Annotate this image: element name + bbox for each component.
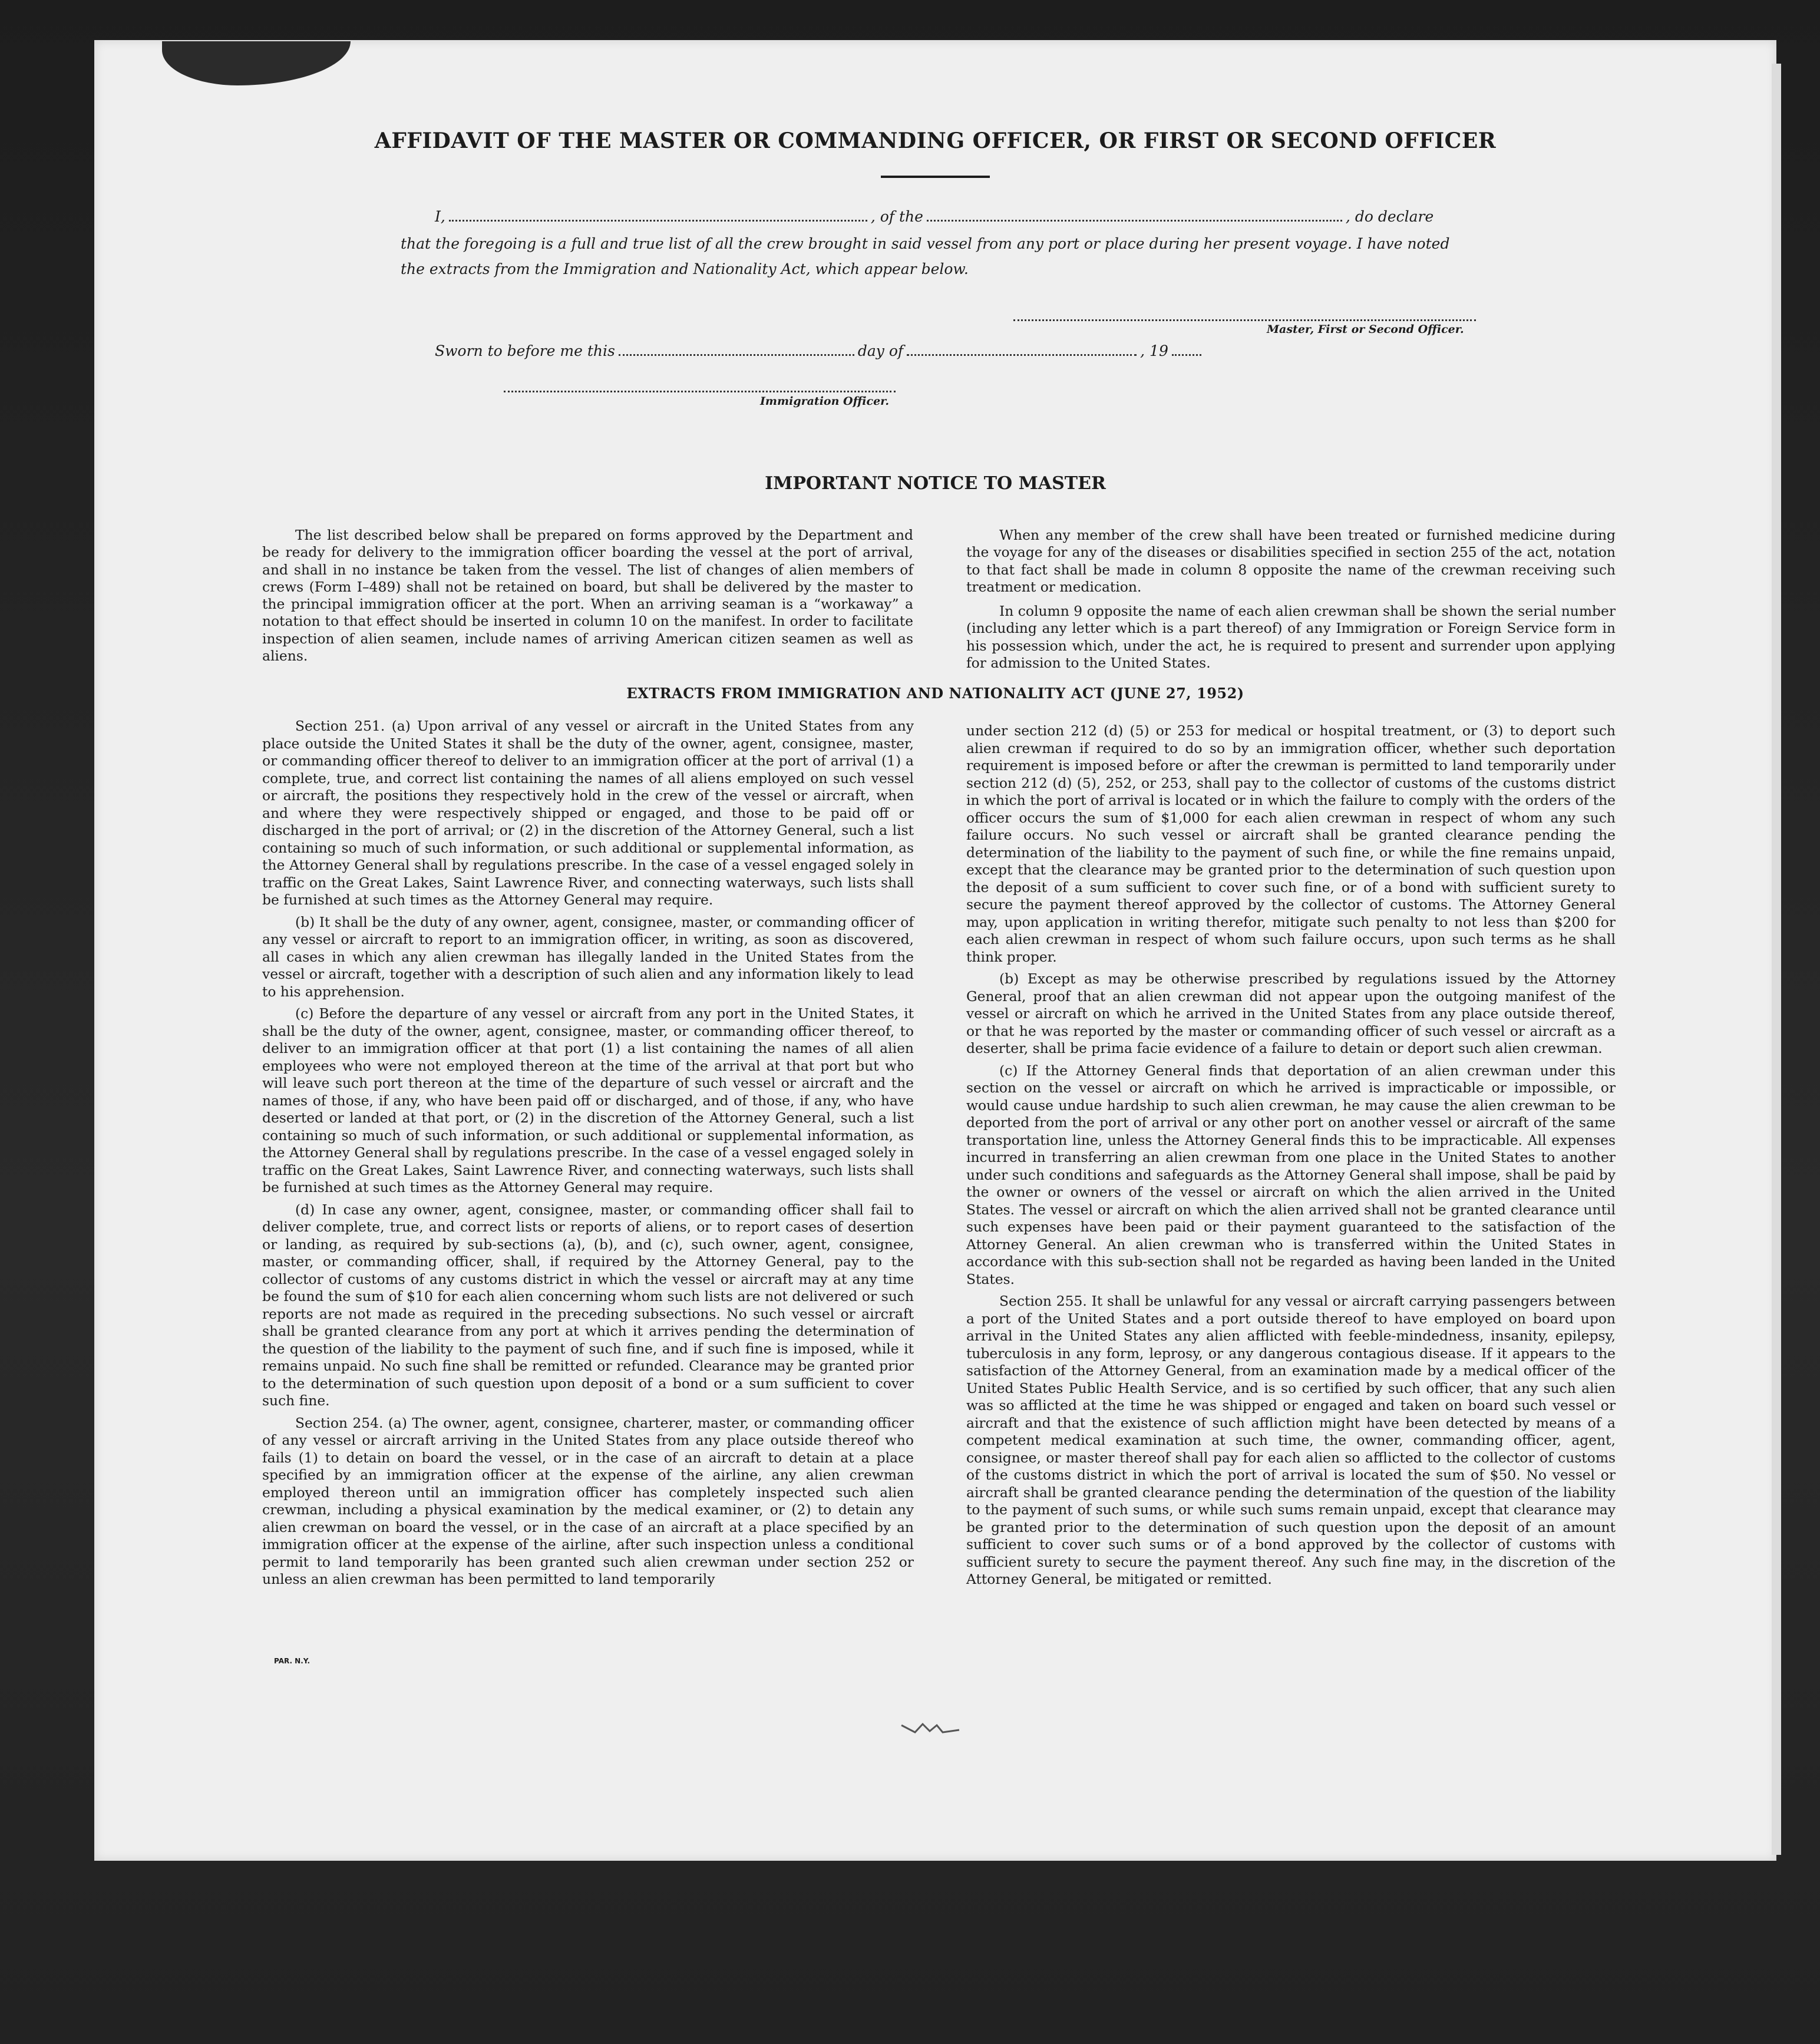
notice-title: IMPORTANT NOTICE TO MASTER [765,473,1106,494]
notice-paragraph: When any member of the crew shall have been treated or furnished medicine during the voyage for any of the diseases or disabilities specified in section 255 of the act, notation to that fact shall be made in column 8 opposite the name of the crewman receiving such treatment or medication. [966,527,1616,595]
declaration-line [435,208,1433,225]
sworn-month-field[interactable] [907,354,1137,356]
document-page [94,40,1776,1861]
notice-paragraph: The list described below shall be prepared on forms approved by the Department and be ready for delivery to the immigration officer boarding the vessel at the port of arrival, and shall in no instance be taken from the vessel. The list of changes of alien members of crews (Form I–489) shall not be retained on board, but shall be delivered by the master to the principal immigration officer at the port. When an arriving seaman is a “workaway” a notation to that effect should be inserted in column 10 on the manifest. In order to facilitate inspection of alien seamen, include names of arriving American citizen seamen as well as aliens. [262,527,913,665]
year-label: , 19 [1140,342,1168,359]
master-signature-label: Master, First or Second Officer. [1267,323,1464,336]
act-section-paragraph: (b) Except as may be otherwise prescribed by regulations issued by the Attorney General, proof that an alien crewman did not appear upon the outgoing manifest of the vessel or aircraft on which he arrived in the United States from any place outside thereof, or that he was reported by the master or commanding officer of such vessel or aircraft as a deserter, shall be prima facie evidence of a failure to detain or deport such alien crewman. [966,970,1616,1056]
immigration-officer-signature-line[interactable] [504,391,896,392]
act-section-paragraph: (b) It shall be the duty of any owner, agent, consignee, master, or commanding officer of any vessel or aircraft to report to an immigration officer, in writing, as soon as discovered, all cases in which any alien crewman has illegally landed in the United States from the vessel or aircraft, together with a description of such alien and any information likely to lead to his apprehension. [262,913,914,1000]
declaration-text-3: the extracts from the Immigration and Nationality Act, which appear below. [401,260,969,278]
torn-corner [162,41,351,85]
vessel-name-field[interactable] [927,219,1342,222]
extracts-title: EXTRACTS FROM IMMIGRATION AND NATIONALITY ACT (JUNE 27, 1952) [626,685,1244,702]
immigration-officer-label: Immigration Officer. [760,395,890,408]
title-rule [881,176,990,178]
sworn-prefix: Sworn to before me this [435,342,615,359]
affidavit-title: AFFIDAVIT OF THE MASTER OR COMMANDING OFFICER, OR FIRST OR SECOND OFFICER [374,128,1497,153]
notice-paragraph: In column 9 opposite the name of each alien crewman shall be shown the serial number (including any letter which is a part thereof) of any Immigration or Foreign Service form in his possession which, under the act, he is required to present and surrender upon applying for admission to the United States. [966,603,1616,672]
declaration-text-2: that the foregoing is a full and true list of all the crew brought in said vessel from any port or place during her present voyage. I have noted [401,235,1450,252]
of-the-label: , of the [870,208,923,225]
act-section-paragraph: (d) In case any owner, agent, consignee, master, or commanding officer shall fail to deliver complete, true, and correct lists or reports of aliens, or to report cases of desertion or landing, as required by sub-sections (a), (b), and (c), such owner, agent, consignee, master, or commanding officer, shall, if required by the Attorney General, pay to the collector of customs of any customs district in which the vessel or aircraft may at any time be found the sum of $10 for each alien concerning whom such lists are not delivered or such reports are not made as required in the preceding subsections. No such vessel or aircraft shall be granted clearance from any port at which it arrives pending the determination of the question of the liability to the payment of such fine, and if such fine is imposed, while it remains unpaid. No such fine shall be remitted or refunded. Clearance may be granted prior to the determination of such question upon deposit of a bond or a sum sufficient to cover such fine. [262,1201,914,1409]
squiggle-mark [900,1719,965,1737]
act-section-paragraph: Section 251. (a) Upon arrival of any vessel or aircraft in the United States from any place outside the United States it shall be the duty of the owner, agent, consignee, master, or commanding officer thereof to deliver to an immigration officer at the port of arrival (1) a complete, true, and correct list containing the names of all aliens employed on such vessel or aircraft, the positions they respectively hold in the crew of the vessel or aircraft, when and where they were respectively shipped or engaged, and those to be paid off or discharged in the port of arrival; or (2) in the discretion of the Attorney General, such a list containing so much of such information, or such additional or supplemental information, as the Attorney General shall by regulations prescribe. In the case of a vessel engaged solely in traffic on the Great Lakes, Saint Lawrence River, and connecting waterways, such lists shall be furnished at such times as the Attorney General may require. [262,718,914,908]
act-section-paragraph: under section 212 (d) (5) or 253 for medical or hospital treatment, or (3) to deport such alien crewman if required to do so by an immigration officer, whether such deportation requirement is imposed before or after the crewman is permitted to land temporarily under section 212 (d) (5), 252, or 253, shall pay to the collector of customs of the customs district in which the port of arrival is located or in which the failure to comply with the orders of the officer occurs the sum of $1,000 for each alien crewman in respect of whom any such failure occurs. No such vessel or aircraft shall be granted clearance pending the determination of the liability to the payment of such fine, or while the fine remains unpaid, except that the clearance may be granted prior to the determination of such question upon the deposit of a sum sufficient to cover such fine, or of a bond with sufficient surety to secure the payment thereof approved by the collector of customs. The Attorney General may, upon application in writing therefor, mitigate such penalty to not less than $200 for each alien crewman in respect of whom such failure occurs, upon such terms as he shall think proper. [966,722,1616,965]
declarant-name-field[interactable] [449,219,867,222]
act-section-paragraph: Section 254. (a) The owner, agent, consignee, charterer, master, or commanding officer of any vessel or aircraft arriving in the United States from any place outside thereof who fails (1) to detain on board the vessel, or in the case of an aircraft to detain at a place specified by an immigration officer at the expense of the airline, any alien crewman employed thereon until an immigration officer has completely inspected such alien crewman, including a physical examination by the medical examiner, or (2) to detain any alien crewman on board the vessel, or in the case of an aircraft at a place specified by an immigration officer at the expense of the airline, after such inspection unless a conditional permit to land temporarily has been granted such alien crewman under section 252 or unless an alien crewman has been permitted to land temporarily [262,1414,914,1587]
act-section-paragraph: (c) If the Attorney General finds that deportation of an alien crewman under this section on the vessel or aircraft on which he arrived is impracticable or impossible, or would cause undue hardship to such alien crewman, he may cause the alien crewman to be deported from the port of arrival or any other port on another vessel or aircraft of the same transportation line, unless the Attorney General finds this to be impracticable. All expenses incurred in transferring an alien crewman from one place in the United States to another under such conditions and safeguards as the Attorney General shall impose, shall be paid by the owner or owners of the vessel or aircraft on which the alien arrived in the United States. The vessel or aircraft on which the alien arrived shall not be granted clearance until such expenses have been paid or their payment guaranteed to the satisfaction of the Attorney General. An alien crewman who is transferred within the United States in accordance with this sub-section shall not be regarded as having been landed in the United States. [966,1062,1616,1287]
extracts-right-column [966,722,1616,1589]
extracts-left-column [262,718,914,1589]
master-signature-line[interactable] [1013,319,1476,321]
sworn-line [435,342,1205,359]
handwritten-mark [900,1719,965,1742]
notice-right-column [966,527,1616,672]
notice-left-column [262,527,913,665]
page-edge [1772,64,1781,1855]
act-section-paragraph: (c) Before the departure of any vessel or aircraft from any port in the United States, it shall be the duty of the owner, agent, consignee, master, or commanding officer thereof, to deliver to an immigration officer at that port (1) a list containing the names of all alien employees who were not employed thereon at the time of the arrival at that port but who will leave such port thereon at the time of the departure of such vessel or aircraft and the names of those, if any, who have been paid off or discharged, and of those, if any, who have deserted or landed at that port, or (2) in the discretion of the Attorney General, such a list containing so much of such information, or such additional or supplemental information, as the Attorney General shall by regulations prescribe. In the case of a vessel engaged solely in traffic on the Great Lakes, Saint Lawrence River, and connecting waterways, such lists shall be furnished at such times as the Attorney General may require. [262,1005,914,1196]
sworn-year-field[interactable] [1172,354,1201,356]
day-of-label: day of [857,342,904,359]
sworn-day-field[interactable] [619,354,854,356]
act-section-paragraph: Section 255. It shall be unlawful for any vessal or aircraft carrying passengers between a port of the United States and a port outside thereof to have employed on board upon arrival in the United States any alien afflicted with feeble-mindedness, insanity, epilepsy, tuberculosis in any form, leprosy, or any dangerous contagious disease. If it appears to the satisfaction of the Attorney General, from an examination made by a medical officer of the United States Public Health Service, and is so certified by such officer, that any such alien was so afflicted at the time he was shipped or engaged and taken on board such vessel or aircraft and that the existence of such affliction might have been detected by means of a competent medical examination at such time, the owner, commanding officer, agent, consignee, or master thereof shall pay for each alien so afflicted to the collector of customs of the customs district in which the port of arrival is located the sum of $50. No vessel or aircraft shall be granted clearance pending the determination of the question of the liability to the payment of such sums, or while such sums remain unpaid, except that clearance may be granted prior to the determination of such question upon the deposit of an amount sufficient to cover such sums or of a bond approved by the collector of customs with sufficient surety to secure the payment thereof. Any such fine may, in the discretion of the Attorney General, be mitigated or remitted. [966,1293,1616,1587]
printer-mark: PAR. N.Y. [274,1657,311,1665]
declarant-prefix: I, [435,208,445,225]
do-declare-label: , do declare [1345,208,1434,225]
